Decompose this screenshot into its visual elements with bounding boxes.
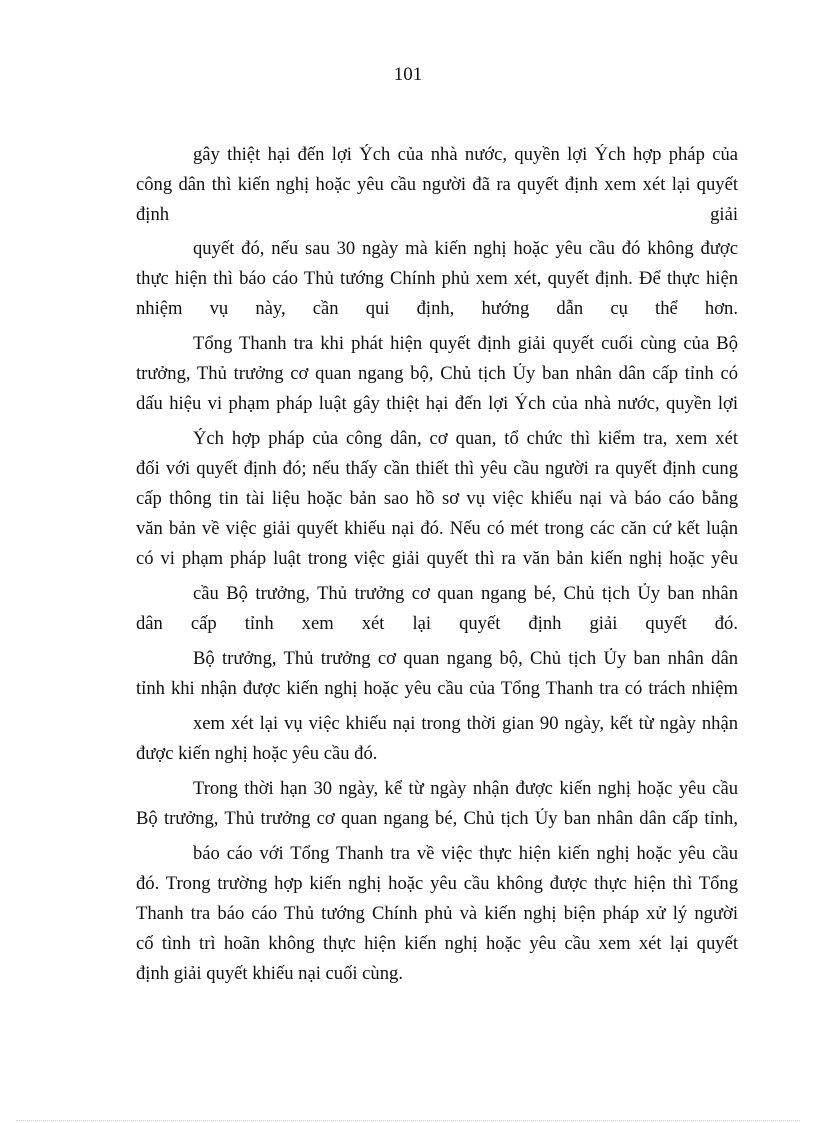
text-line: cầu Bộ trưởng, Thủ trưởng cơ quan ngang bé, Chủ tịch Ủy ban nhân bbox=[193, 583, 738, 604]
text-line: đó. Trong trường hợp kiến nghị hoặc yêu cầu không được thực hiện thì Tổng bbox=[136, 873, 738, 894]
text-line: văn bản về việc giải quyết khiếu nại đó. Nếu có mét trong các căn cứ kết luận bbox=[136, 518, 738, 539]
text-line: quyết đó, nếu sau 30 ngày mà kiến nghị hoặc yêu cầu đó không được bbox=[193, 238, 738, 259]
text-line: Bộ trưởng, Thủ trưởng cơ quan ngang bé, Chủ tịch Ủy ban nhân dân cấp tỉnh, bbox=[136, 808, 738, 829]
text-line: có vi phạm pháp luật trong việc giải quyết thì ra văn bản kiến nghị hoặc yêu bbox=[136, 548, 738, 569]
text-line: được kiến nghị hoặc yêu cầu đó. bbox=[136, 743, 378, 764]
text-line: Tổng Thanh tra khi phát hiện quyết định giải quyết cuối cùng của Bộ bbox=[193, 333, 738, 354]
text-line: định giải bbox=[136, 204, 738, 225]
text-line: xem xét lại vụ việc khiếu nại trong thời gian 90 ngày, kết từ ngày nhận bbox=[193, 713, 738, 734]
text-line: Ých hợp pháp của công dân, cơ quan, tổ chức thì kiểm tra, xem xét bbox=[193, 428, 738, 449]
text-line: thực hiện thì báo cáo Thủ tướng Chính phủ xem xét, quyết định. Để thực hiện bbox=[136, 268, 738, 289]
text-line: cấp thông tin tài liệu hoặc bản sao hồ sơ vụ việc khiếu nại và báo cáo bằng bbox=[136, 488, 738, 509]
text-line: dấu hiệu vi phạm pháp luật gây thiệt hại đến lợi Ých của nhà nước, quyền lợi bbox=[136, 393, 738, 414]
text-line: dân cấp tỉnh xem xét lại quyết định giải quyết đó. bbox=[136, 613, 738, 634]
page-number: 101 bbox=[393, 64, 423, 85]
text-line: tỉnh khi nhận được kiến nghị hoặc yêu cầu của Tổng Thanh tra có trách nhiệm bbox=[136, 678, 738, 699]
text-line: cố tình trì hoãn không thực hiện kiến nghị hoặc yêu cầu xem xét lại quyết bbox=[136, 933, 738, 954]
text-line: công dân thì kiến nghị hoặc yêu cầu người đã ra quyết định xem xét lại quyết bbox=[136, 174, 738, 195]
text-line: Trong thời hạn 30 ngày, kể từ ngày nhận được kiến nghị hoặc yêu cầu bbox=[193, 778, 738, 799]
text-line: Thanh tra báo cáo Thủ tướng Chính phủ và kiến nghị biện pháp xử lý người bbox=[136, 903, 738, 924]
text-line: Bộ trưởng, Thủ trưởng cơ quan ngang bộ, Chủ tịch Ủy ban nhân dân bbox=[193, 648, 738, 669]
page-bottom-dotted-rule bbox=[16, 1120, 800, 1121]
text-line: nhiệm vụ này, cần qui định, hướng dẫn cụ thể hơn. bbox=[136, 298, 738, 319]
text-line: đối với quyết định đó; nếu thấy cần thiết thì yêu cầu người ra quyết định cung bbox=[136, 458, 738, 479]
text-line: gây thiệt hại đến lợi Ých của nhà nước, quyền lợi Ých hợp pháp của bbox=[193, 144, 738, 165]
text-line: định giải quyết khiếu nại cuối cùng. bbox=[136, 963, 403, 984]
text-line: báo cáo với Tổng Thanh tra về việc thực hiện kiến nghị hoặc yêu cầu bbox=[193, 843, 738, 864]
text-line: trưởng, Thủ trưởng cơ quan ngang bộ, Chủ tịch Ủy ban nhân dân cấp tỉnh có bbox=[136, 363, 738, 384]
